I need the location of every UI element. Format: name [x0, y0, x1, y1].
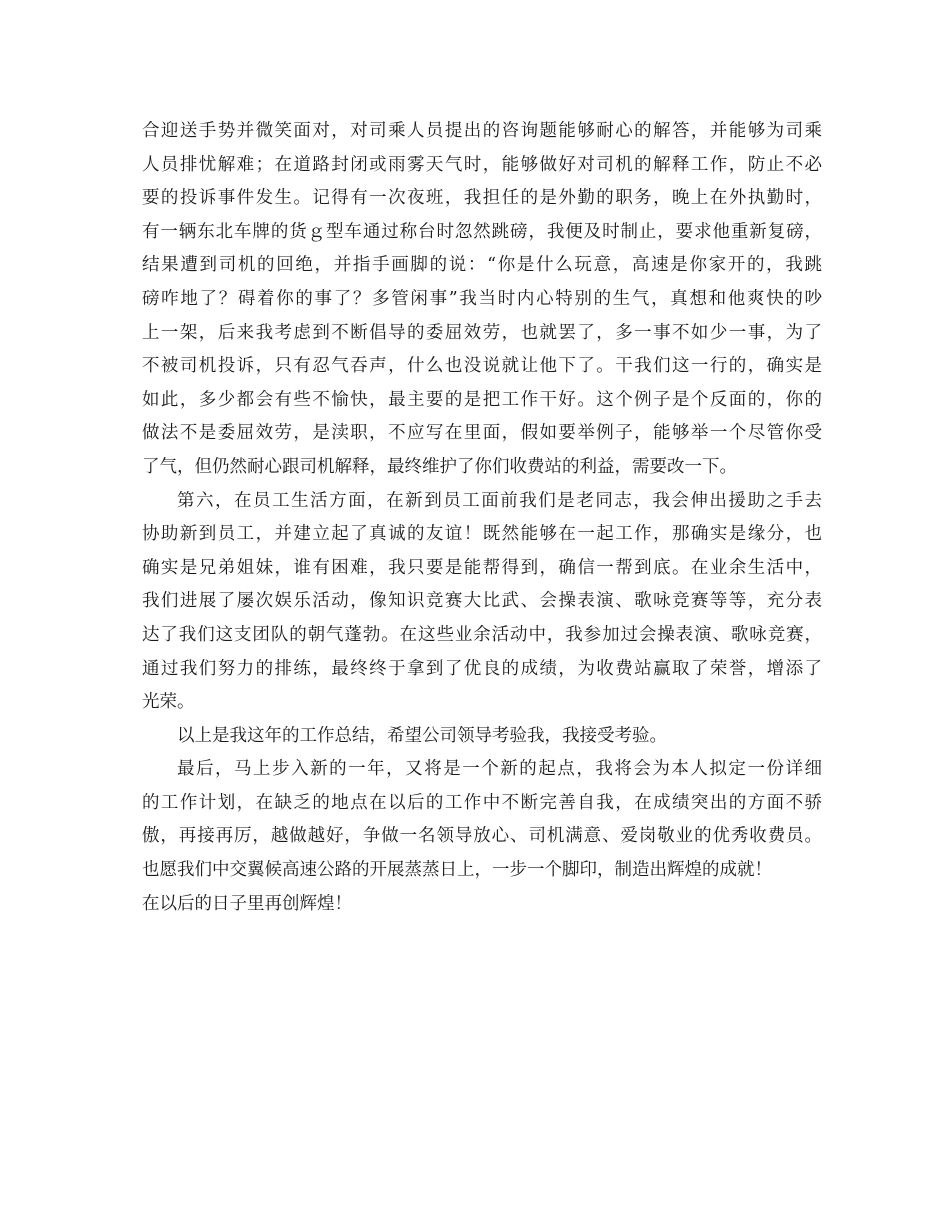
text-line: 我们进展了屡次娱乐活动，像知识竞赛大比武、会操表演、歌咏竞赛等等，充分表	[142, 591, 822, 612]
text-line: 做法不是委屈效劳，是渎职，不应写在里面，假如要举例子，能够举一个尽管你受	[142, 423, 822, 444]
text-line: 的工作计划，在缺乏的地点在以后的工作中不断完善自我，在成绩突出的方面不骄	[142, 792, 822, 813]
text-line: 有一辆东北车牌的货ｇ型车通过称台时忽然跳磅，我便及时制止，要求他重新复磅，	[142, 221, 822, 242]
text-line: 傲，再接再厉，越做越好，争做一名领导放心、司机满意、爱岗敬业的优秀收费员。	[142, 826, 822, 847]
text-line: 上一架，后来我考虑到不断倡导的委屈效劳，也就罢了，多一事不如少一事，为了	[142, 322, 822, 343]
text-line: 人员排忧解难；在道路封闭或雨雾天气时，能够做好对司机的解释工作，防止不必	[142, 154, 822, 175]
text-line: 要的投诉事件发生。记得有一次夜班，我担任的是外勤的职务，晚上在外执勤时，	[142, 188, 822, 209]
text-line: 协助新到员工，并建立起了真诚的友谊！既然能够在一起工作，那确实是缘分，也	[142, 524, 822, 545]
text-line: 通过我们努力的排练，最终终于拿到了优良的成绩，为收费站赢取了荣誉，增添了	[142, 658, 822, 679]
text-line: 最后，马上步入新的一年，又将是一个新的起点，我将会为本人拟定一份详细	[177, 759, 822, 780]
text-line: 第六，在员工生活方面，在新到员工面前我们是老同志，我会伸出援助之手去	[177, 490, 822, 511]
text-line: 磅咋地了？碍着你的事了？多管闲事”我当时内心特别的生气，真想和他爽快的吵	[142, 288, 822, 309]
text-line: 达了我们这支团队的朝气蓬勃。在这些业余活动中，我参加过会操表演、歌咏竞赛，	[142, 624, 822, 645]
text-line: 确实是兄弟姐妹，谁有困难，我只要是能帮得到，确信一帮到底。在业余生活中，	[142, 557, 822, 578]
text-line: 了气，但仍然耐心跟司机解释，最终维护了你们收费站的利益，需要改一下。	[142, 456, 737, 477]
text-line: 如此，多少都会有些不愉快，最主要的是把工作干好。这个例子是个反面的，你的	[142, 389, 822, 410]
document-body	[142, 115, 822, 921]
text-line: 光荣。	[142, 692, 195, 713]
text-line: 结果遭到司机的回绝，并指手画脚的说：“你是什么玩意，高速是你家开的，我跳	[142, 255, 822, 276]
text-line: 也愿我们中交翼候高速公路的开展蒸蒸日上，一步一个脚印，制造出辉煌的成就！	[142, 860, 772, 881]
text-line: 不被司机投诉，只有忍气吞声，什么也没说就让他下了。干我们这一行的，确实是	[142, 356, 822, 377]
text-line: 以上是我这年的工作总结，希望公司领导考验我，我接受考验。	[177, 725, 667, 746]
text-line: 在以后的日子里再创辉煌！	[142, 893, 352, 914]
text-line: 合迎送手势并微笑面对，对司乘人员提出的咨询题能够耐心的解答，并能够为司乘	[142, 121, 822, 141]
